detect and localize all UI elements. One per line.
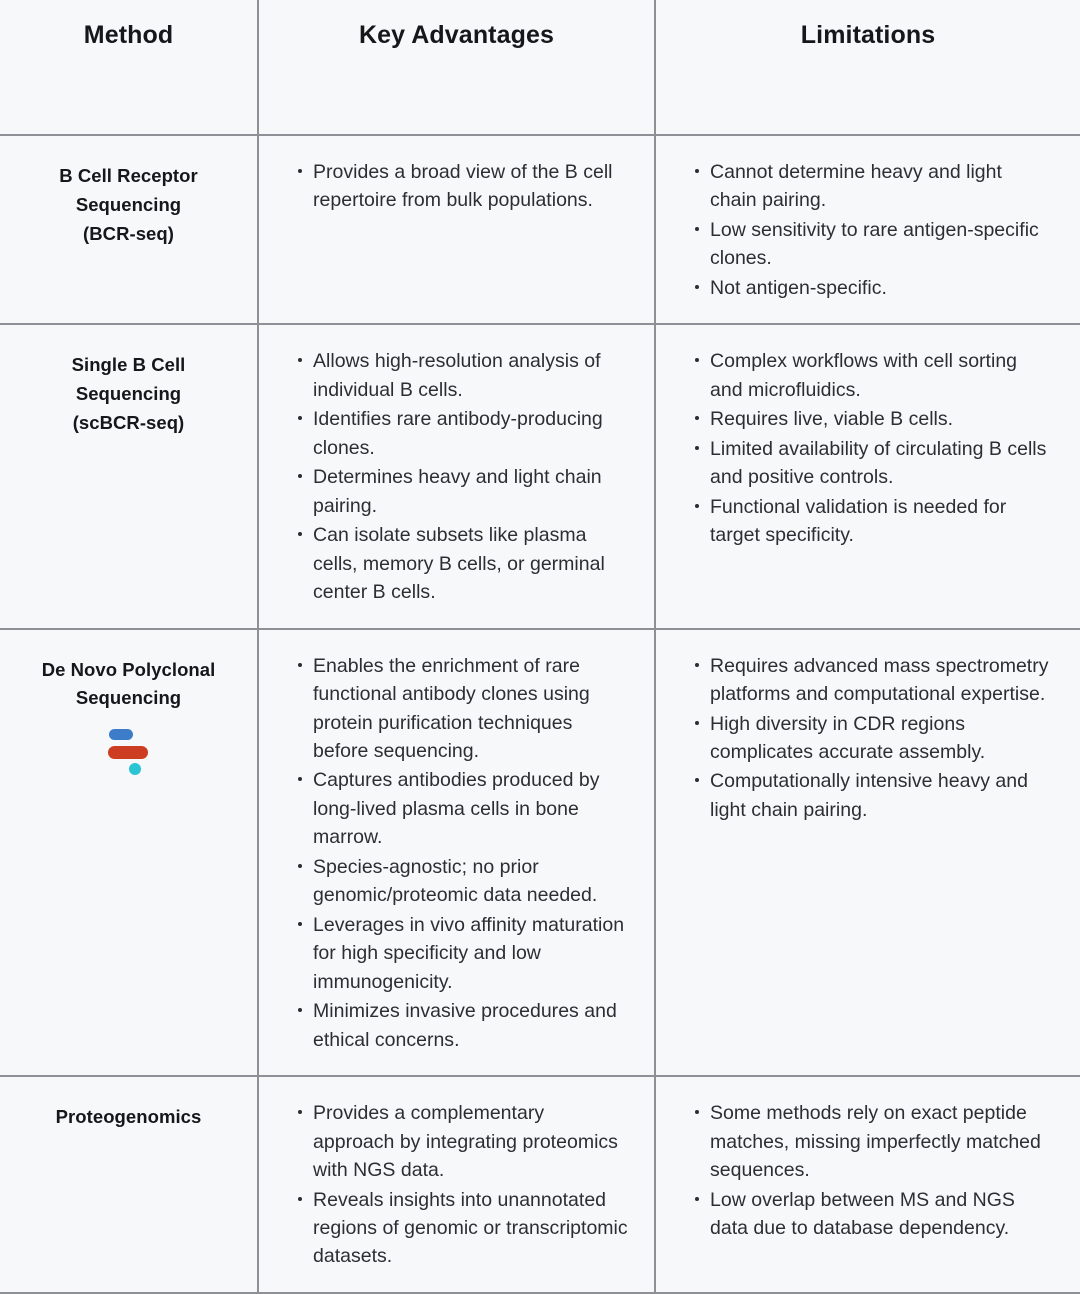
bullet-item: Limited availability of circulating B cells and positive controls. <box>710 435 1054 492</box>
method-cell <box>0 1076 258 1293</box>
limitations-bullet-list <box>690 1099 1054 1242</box>
column-header-key-advantages: Key Advantages <box>258 0 655 135</box>
method-name-line: (scBCR-seq) <box>72 412 185 434</box>
table-row <box>0 135 1080 324</box>
limitations-bullet-list <box>690 158 1054 302</box>
advantages-bullet-list <box>293 1099 628 1271</box>
bullet-item: Requires live, viable B cells. <box>710 405 1054 433</box>
bullet-item: Provides a complementary approach by integrating proteomics with NGS data. <box>313 1099 628 1184</box>
method-name-line: Sequencing <box>75 383 182 405</box>
method-name <box>18 351 239 438</box>
table-body <box>0 135 1080 1293</box>
bullet-item: Complex workflows with cell sorting and microfluidics. <box>710 347 1054 404</box>
bullet-item: Can isolate subsets like plasma cells, memory B cells, or germinal center B cells. <box>313 521 628 606</box>
method-name <box>18 656 239 714</box>
limitations-bullet-list <box>690 652 1054 825</box>
table-row <box>0 1076 1080 1293</box>
advantages-bullet-list <box>293 652 628 1055</box>
column-header-limitations: Limitations <box>655 0 1080 135</box>
method-name-line: Sequencing <box>75 193 182 215</box>
bullet-item: Determines heavy and light chain pairing. <box>313 463 628 520</box>
bullet-item: Identifies rare antibody-producing clones. <box>313 405 628 462</box>
bullet-item: Allows high-resolution analysis of individual B cells. <box>313 347 628 404</box>
logo-blue-bar-icon <box>109 729 133 740</box>
bullet-item: High diversity in CDR regions complicates accurate assembly. <box>710 710 1054 767</box>
table-row <box>0 629 1080 1077</box>
column-header-method: Method <box>0 0 258 135</box>
bullet-item: Reveals insights into unannotated regions of genomic or transcriptomic datasets. <box>313 1186 628 1271</box>
method-name <box>18 1103 239 1132</box>
bullet-item: Functional validation is needed for target specificity. <box>710 493 1054 550</box>
method-name <box>18 162 239 249</box>
bullet-item: Not antigen-specific. <box>710 274 1054 302</box>
limitations-cell <box>655 135 1080 324</box>
bullet-item: Species-agnostic; no prior genomic/proteomic data needed. <box>313 853 628 910</box>
method-cell <box>0 324 258 628</box>
method-name-line: (BCR-seq) <box>83 222 174 244</box>
method-cell <box>0 629 258 1077</box>
bullet-item: Minimizes invasive procedures and ethical concerns. <box>313 997 628 1054</box>
limitations-cell <box>655 629 1080 1077</box>
bullet-item: Cannot determine heavy and light chain pairing. <box>710 158 1054 215</box>
bullet-item: Low sensitivity to rare antigen-specific clones. <box>710 216 1054 273</box>
logo-red-bar-icon <box>108 746 148 759</box>
method-name-line: B Cell Receptor <box>59 165 198 186</box>
table-header <box>0 0 1080 135</box>
bullet-item: Low overlap between MS and NGS data due to database dependency. <box>710 1186 1054 1243</box>
method-name-line: Sequencing <box>75 687 182 709</box>
method-name-line: Proteogenomics <box>55 1106 202 1128</box>
bullet-item: Enables the enrichment of rare functional antibody clones using protein purification techniques before sequencing. <box>313 652 628 766</box>
header-row <box>0 0 1080 135</box>
abterra-logo-mark-icon <box>101 729 157 775</box>
method-name-line: De Novo Polyclonal <box>41 658 216 680</box>
advantages-bullet-list <box>293 158 628 215</box>
bullet-item: Computationally intensive heavy and light chain pairing. <box>710 767 1054 824</box>
bullet-item: Some methods rely on exact peptide matches, missing imperfectly matched sequences. <box>710 1099 1054 1184</box>
advantages-bullet-list <box>293 347 628 606</box>
bullet-item: Captures antibodies produced by long-lived plasma cells in bone marrow. <box>313 766 628 851</box>
method-name-line: Single B Cell <box>71 354 186 376</box>
key-advantages-cell <box>258 1076 655 1293</box>
key-advantages-cell <box>258 629 655 1077</box>
bullet-item: Requires advanced mass spectrometry platforms and computational expertise. <box>710 652 1054 709</box>
key-advantages-cell <box>258 324 655 628</box>
logo-cyan-dot-icon <box>129 763 141 775</box>
bullet-item: Leverages in vivo affinity maturation for high specificity and low immunogenicity. <box>313 911 628 996</box>
limitations-cell <box>655 324 1080 628</box>
table-row <box>0 324 1080 628</box>
limitations-cell <box>655 1076 1080 1293</box>
limitations-bullet-list <box>690 347 1054 549</box>
key-advantages-cell <box>258 135 655 324</box>
method-cell <box>0 135 258 324</box>
bullet-item: Provides a broad view of the B cell repertoire from bulk populations. <box>313 158 628 215</box>
